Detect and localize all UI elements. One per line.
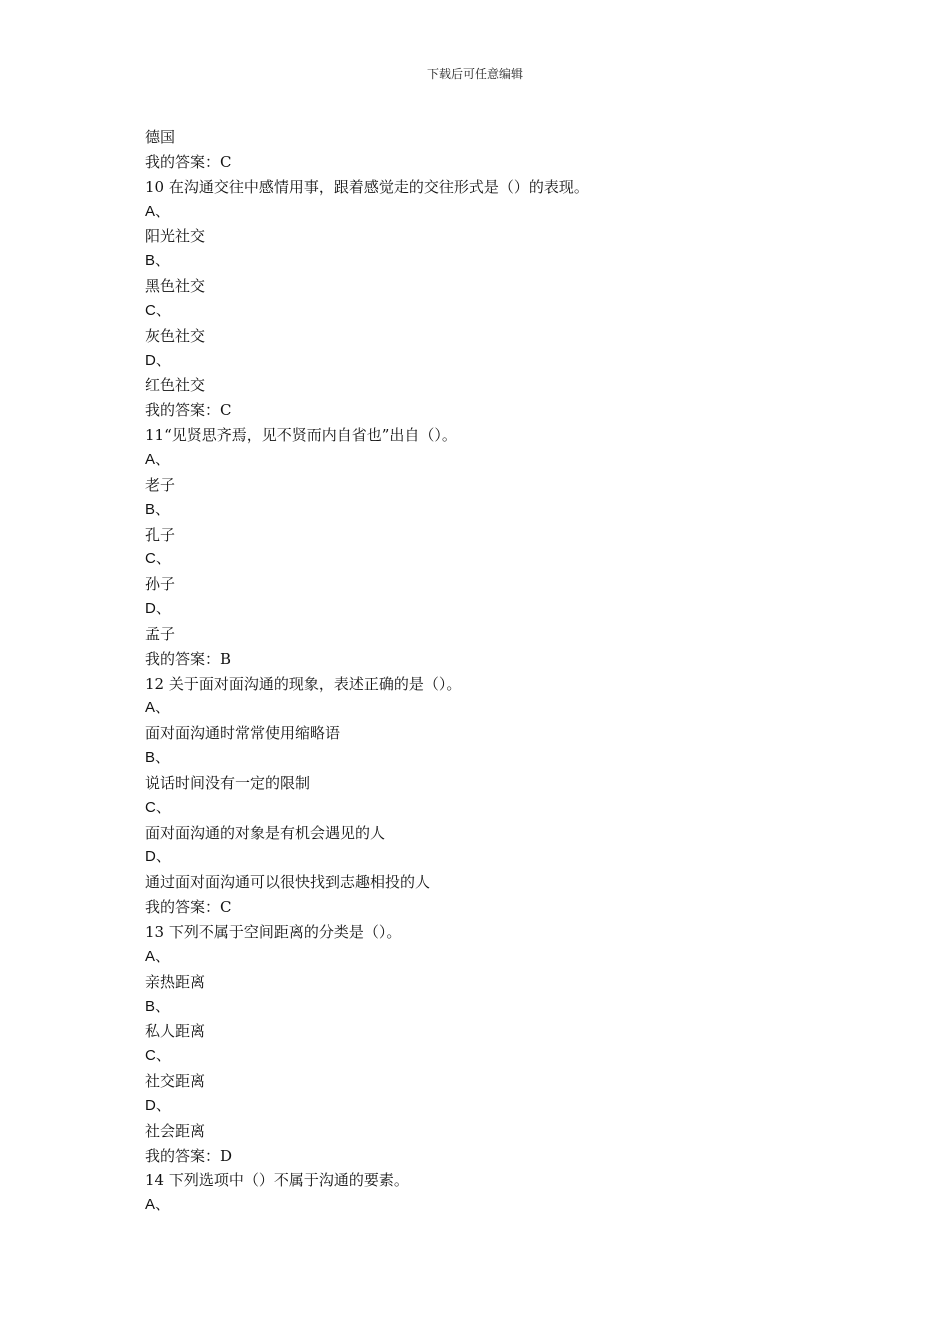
option-text: 说话时间没有一定的限制 — [145, 773, 311, 792]
option-text: 孙子 — [145, 575, 176, 594]
question-text: 14 下列选项中（）不属于沟通的要素。 — [145, 1171, 409, 1190]
page-header: 下载后可任意编辑 — [426, 67, 523, 81]
option-text: 面对面沟通时常常使用缩略语 — [145, 724, 341, 743]
answer-line: 我的答案：C — [145, 898, 232, 917]
question-text: 11“见贤思齐焉，见不贤而内自省也”出自（）。 — [145, 426, 457, 445]
option-label: B、 — [145, 252, 171, 270]
option-label: C、 — [145, 1047, 171, 1065]
option-label: A、 — [145, 202, 171, 220]
question-text: 12 关于面对面沟通的现象，表述正确的是（）。 — [145, 674, 462, 693]
answer-line: 我的答案：D — [145, 1146, 233, 1165]
option-label: D、 — [145, 351, 171, 369]
option-label: D、 — [145, 1096, 171, 1114]
question-text: 10 在沟通交往中感情用事，跟着感觉走的交往形式是（）的表现。 — [145, 177, 589, 196]
option-text: 社交距离 — [145, 1072, 206, 1091]
option-text: 老子 — [145, 475, 176, 494]
option-text: 社会距离 — [145, 1121, 206, 1140]
option-text: 孟子 — [145, 624, 176, 643]
option-label: C、 — [145, 550, 171, 568]
answer-line: 我的答案：C — [145, 401, 232, 420]
option-label: A、 — [145, 947, 171, 965]
option-label: C、 — [145, 798, 171, 816]
option-text: 德国 — [145, 128, 176, 146]
option-text: 通过面对面沟通可以很快找到志趣相投的人 — [145, 873, 431, 892]
option-text: 面对面沟通的对象是有机会遇见的人 — [145, 823, 386, 842]
option-text: 红色社交 — [145, 376, 206, 395]
option-label: B、 — [145, 749, 171, 767]
option-text: 灰色社交 — [145, 326, 206, 345]
question-text: 13 下列不属于空间距离的分类是（）。 — [145, 923, 402, 941]
option-label: A、 — [145, 699, 171, 717]
answer-line: 我的答案：B — [145, 649, 232, 668]
option-text: 阳光社交 — [145, 227, 206, 246]
option-label: B、 — [145, 500, 171, 518]
option-label: D、 — [145, 848, 171, 866]
option-text: 黑色社交 — [145, 277, 206, 296]
document-body — [145, 125, 825, 1218]
option-label: D、 — [145, 600, 171, 618]
option-text: 亲热距离 — [145, 972, 206, 991]
option-label: A、 — [145, 450, 171, 468]
option-text: 孔子 — [145, 525, 176, 544]
option-label: C、 — [145, 301, 171, 319]
option-label: A、 — [145, 1196, 171, 1214]
option-label: B、 — [145, 997, 171, 1015]
option-text: 私人距离 — [145, 1022, 206, 1041]
answer-line: 我的答案：C — [145, 152, 232, 171]
